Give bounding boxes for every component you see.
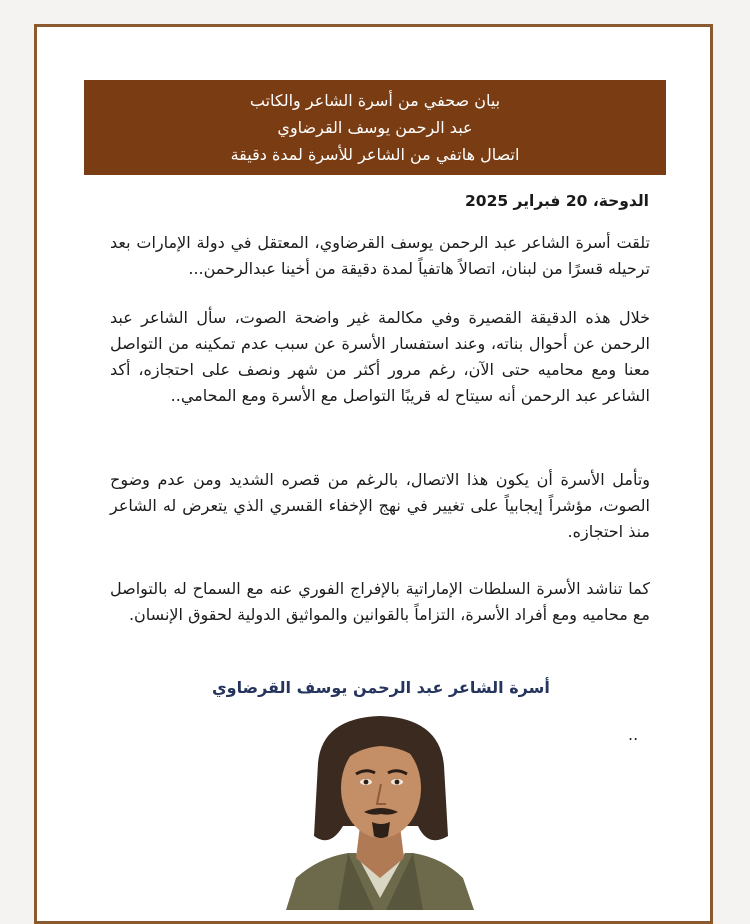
- press-release-header: [84, 80, 666, 175]
- paragraph-3: وتأمل الأسرة أن يكون هذا الاتصال، بالرغم من قصره الشديد ومن عدم وضوح الصوت، مؤشراً إيجابياً على تغيير في نهج الإخفاء القسري الذي يتعرض له الشاعر منذ احتجازه.: [110, 470, 650, 541]
- paragraph-1: تلقت أسرة الشاعر عبد الرحمن يوسف القرضاوي، المعتقل في دولة الإمارات بعد ترحيله قسرًا من لبنان، اتصالاً هاتفياً لمدة دقيقة من أخينا عبدالرحمن...: [110, 233, 650, 278]
- poet-portrait-illustration: [278, 708, 483, 910]
- header-poet-name: عبد الرحمن يوسف القرضاوي: [277, 118, 473, 137]
- paragraph-4: كما تناشد الأسرة السلطات الإماراتية بالإفراج الفوري عنه مع السماح له بالتواصل مع محاميه ومع أفراد الأسرة، التزاماً بالقوانين والمواثيق الدولية لحقوق الإنسان.: [110, 579, 650, 624]
- header-subject: اتصال هاتفي من الشاعر للأسرة لمدة دقيقة: [230, 145, 520, 164]
- trailing-dots: ..: [628, 725, 639, 744]
- dateline: الدوحة، 20 فبراير 2025: [465, 192, 649, 210]
- header-title: بيان صحفي من أسرة الشاعر والكاتب: [249, 91, 501, 110]
- family-signature: أسرة الشاعر عبد الرحمن يوسف القرضاوي: [212, 678, 550, 697]
- paragraph-2: خلال هذه الدقيقة القصيرة وفي مكالمة غير واضحة الصوت، سأل الشاعر عبد الرحمن عن أحوال بناته، وعند استفسار الأسرة عن سبب عدم تمكينه من التواصل معنا ومع محاميه حتى الآن، رغم مرور أكثر من شهر ونصف على احتجازه، أكد الشاعر عبد الرحمن أنه سيتاح له قريبًا التواصل مع الأسرة ومع المحامي..: [110, 308, 650, 405]
